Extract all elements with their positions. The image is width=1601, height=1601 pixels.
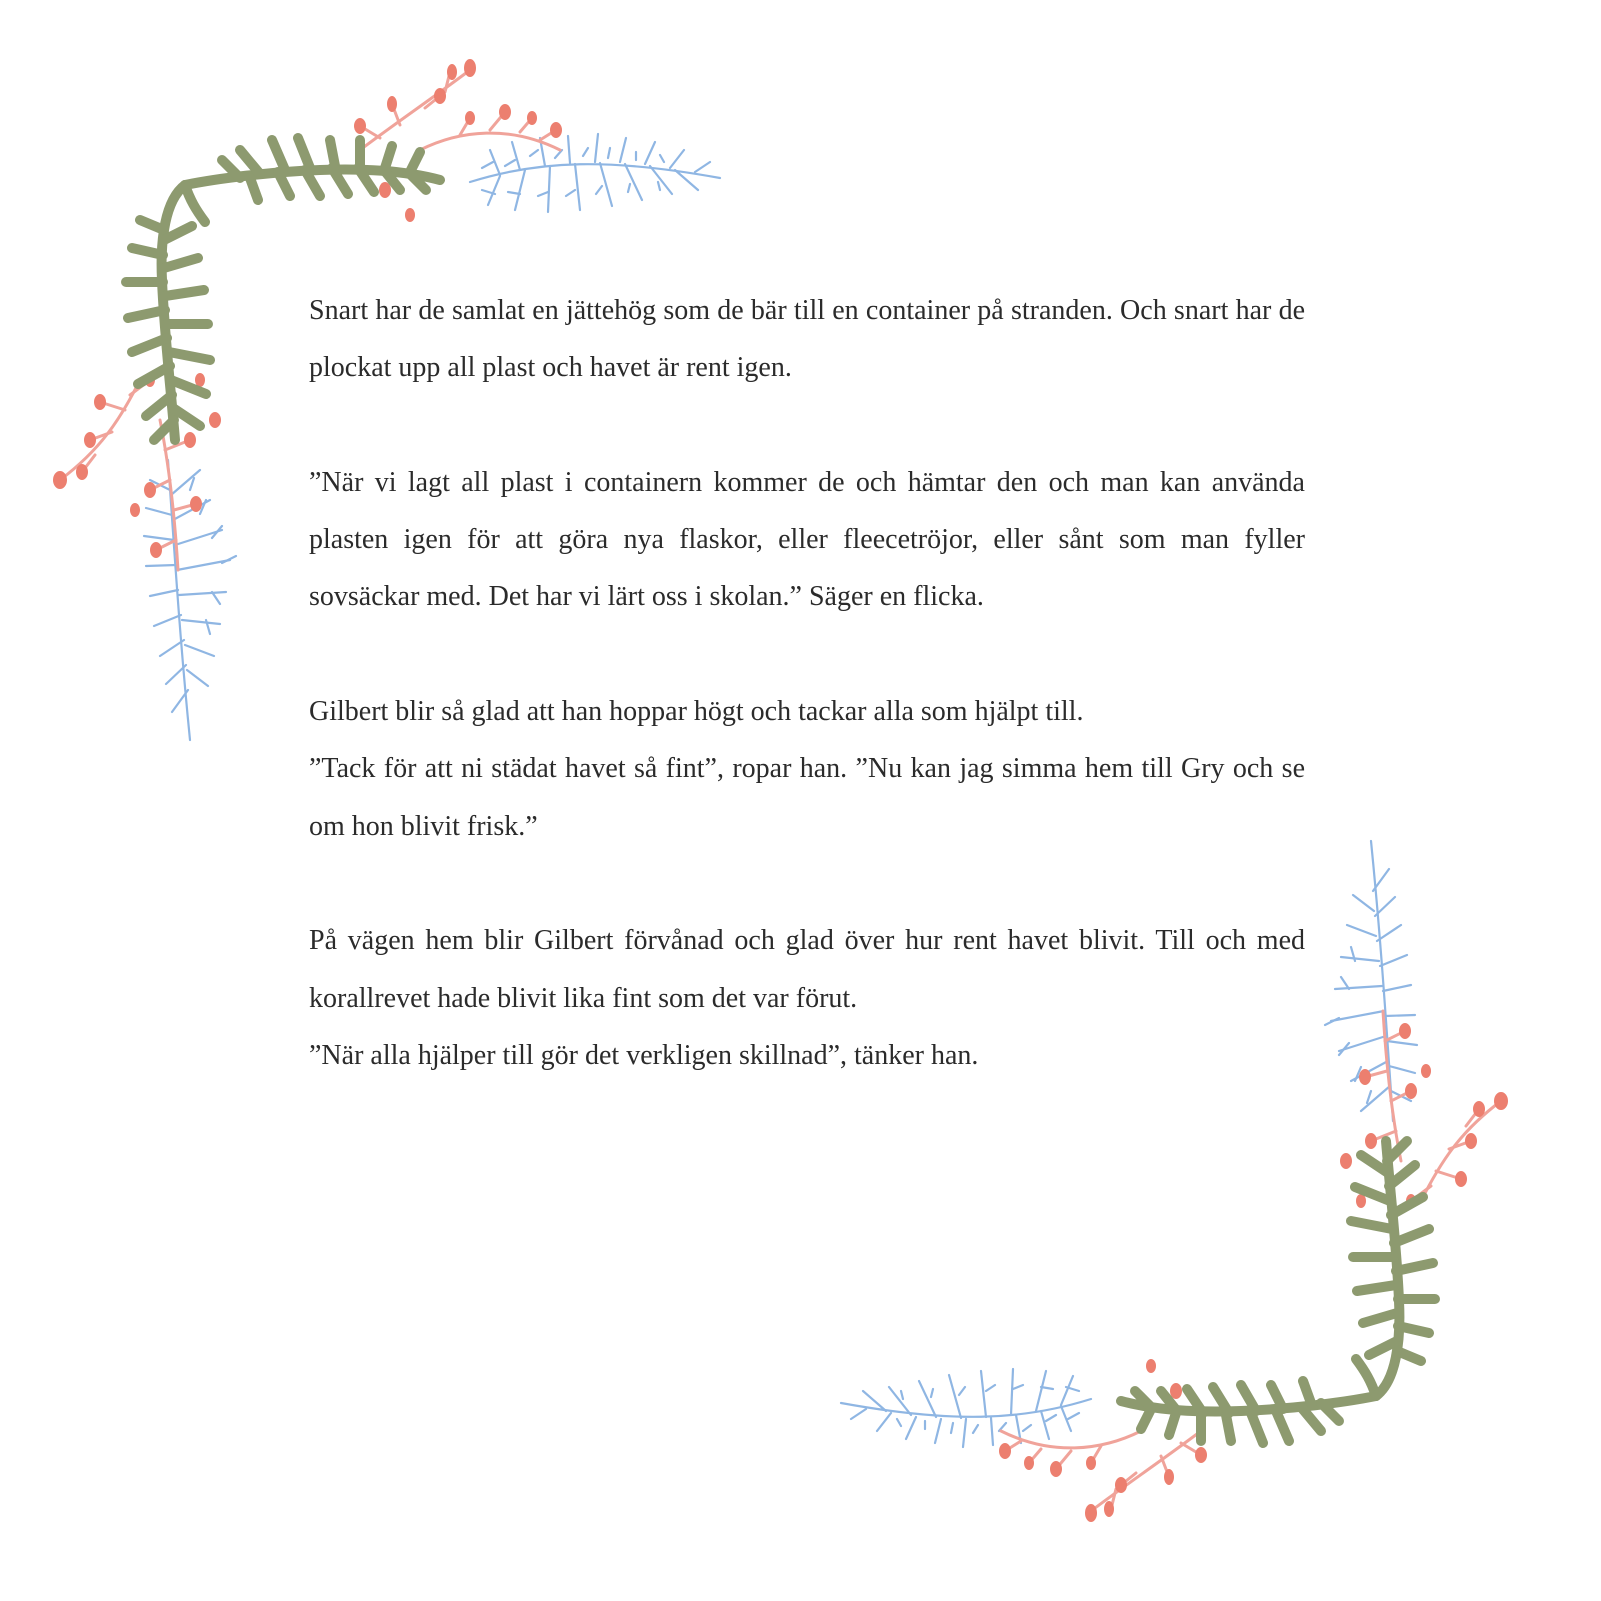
paragraph-text: ”Tack för att ni städat havet så fint”, ropar han. ”Nu kan jag simma hem till Gry och se om hon blivit frisk.”: [309, 753, 1305, 842]
paragraph-4: [309, 912, 1305, 1084]
paragraph-2: [309, 454, 1305, 626]
paragraph-1: [309, 282, 1305, 397]
paragraph-text: ”När vi lagt all plast i containern kommer de och hämtar den och man kan använda plasten igen för att göra nya flaskor, eller fleecetröjor, eller sånt som man fyller sovsäckar med. Det har vi lärt oss i skolan.” Säger en flicka.: [309, 466, 1305, 613]
story-text: [309, 282, 1305, 1084]
paragraph-text: ”När alla hjälper till gör det verkligen skillnad”, tänker han.: [309, 1039, 979, 1071]
paragraph-text: Snart har de samlat en jättehög som de bär till en container på stranden. Och snart har de plockat upp all plast och havet är rent igen.: [309, 295, 1305, 384]
paragraph-3: [309, 683, 1305, 855]
paragraph-text: På vägen hem blir Gilbert förvånad och glad över hur rent havet blivit. Till och med korallrevet hade blivit lika fint som det var förut.: [309, 925, 1305, 1014]
paragraph-text: Gilbert blir så glad att han hoppar högt och tackar alla som hjälpt till.: [309, 696, 1084, 728]
